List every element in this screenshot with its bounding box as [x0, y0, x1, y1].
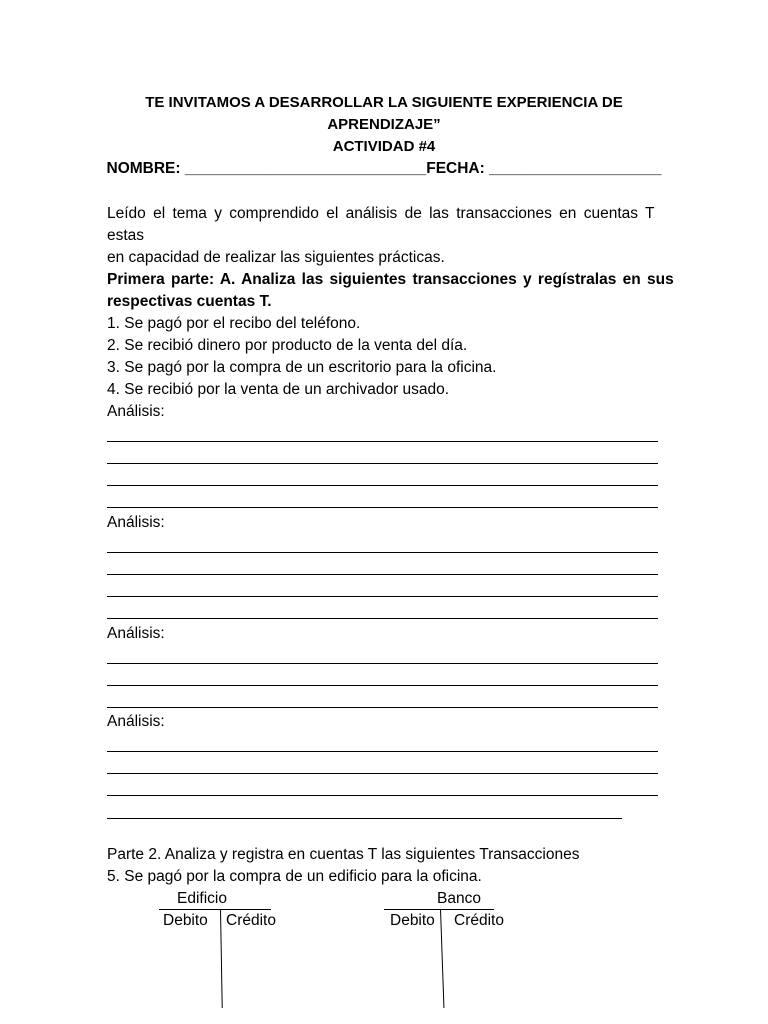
intro-line-3: en capacidad de realizar las siguientes prácticas.: [107, 249, 445, 266]
t-account-top-bar: [159, 909, 271, 910]
t-account-title: Banco: [437, 890, 481, 907]
t-account-divider: [440, 909, 444, 1008]
intro-text-1: Leído el tema y comprendido el análisis de las transacciones en cuentas T: [107, 205, 655, 222]
answer-line[interactable]: [107, 773, 658, 774]
t-account-title: Edificio: [177, 890, 227, 907]
item-number: 3: [107, 359, 116, 376]
item-number: 1: [107, 315, 116, 332]
answer-line[interactable]: [107, 463, 658, 464]
answer-line[interactable]: [107, 795, 658, 796]
item-text: . Se pagó por la compra de un escritorio para la oficina.: [115, 359, 497, 376]
part2-heading: Parte 2. Analiza y registra en cuentas T las siguientes Transacciones: [107, 846, 580, 863]
answer-line[interactable]: [107, 818, 622, 819]
activity-number: ACTIVIDAD #4: [332, 138, 436, 155]
debit-label: Debito: [390, 912, 435, 929]
transaction-item-4: [107, 381, 449, 399]
intro-line-2: estas: [107, 227, 145, 244]
answer-line[interactable]: [107, 552, 658, 553]
analysis-label-2: Análisis:: [107, 514, 165, 531]
credit-label: Crédito: [454, 912, 504, 929]
answer-line[interactable]: [107, 485, 658, 486]
part1-heading-line-2: respectivas cuentas T.: [107, 293, 272, 310]
t-account-divider: [220, 909, 223, 1008]
intro-line-1: [107, 205, 660, 223]
item-text: . Se pagó por el recibo del teléfono.: [115, 315, 361, 332]
title-line-2: APRENDIZAJE”: [327, 116, 441, 133]
item-text: . Se recibió por la venta de un archivador usado.: [115, 381, 450, 398]
transaction-item-3: [107, 359, 496, 377]
analysis-label-3: Análisis:: [107, 625, 165, 642]
answer-line[interactable]: [107, 574, 658, 575]
title-line-1: TE INVITAMOS A DESARROLLAR LA SIGUIENTE EXPERIENCIA DE: [145, 94, 623, 111]
credit-label: Crédito: [226, 912, 276, 929]
part1-heading-line-1: Primera parte: A. Analiza las siguientes transacciones y regístralas en sus: [107, 271, 674, 288]
answer-line[interactable]: [107, 507, 658, 508]
analysis-label-4: Análisis:: [107, 713, 165, 730]
item-text: . Se recibió dinero por producto de la venta del día.: [115, 337, 468, 354]
transaction-item-2: [107, 337, 467, 355]
t-account-top-bar: [384, 909, 494, 910]
item-number: 4: [107, 381, 116, 398]
transaction-item-1: [107, 315, 360, 333]
analysis-label-1: Análisis:: [107, 403, 165, 420]
item-number: 2: [107, 337, 116, 354]
answer-line[interactable]: [107, 441, 658, 442]
answer-line[interactable]: [107, 596, 658, 597]
answer-line[interactable]: [107, 663, 658, 664]
answer-line[interactable]: [107, 685, 658, 686]
name-date-fields: NOMBRE: ____________________________FECHA: ____________________: [106, 160, 662, 177]
answer-line[interactable]: [107, 618, 658, 619]
transaction-item-5: 5. Se pagó por la compra de un edificio para la oficina.: [107, 868, 482, 885]
answer-line[interactable]: [107, 707, 658, 708]
debit-label: Debito: [163, 912, 208, 929]
answer-line[interactable]: [107, 751, 658, 752]
